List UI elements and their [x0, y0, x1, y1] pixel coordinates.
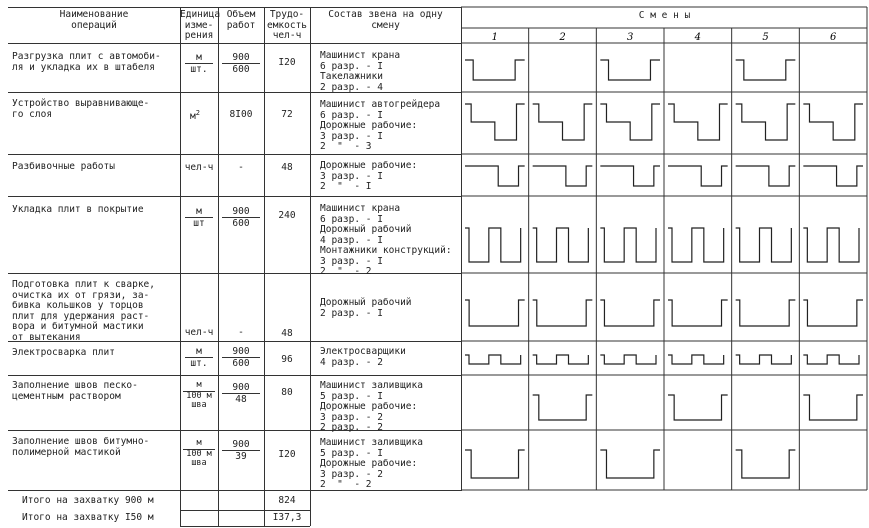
row-4-unit: м шт: [185, 206, 213, 229]
row-6-volume: $\frac{900}{600}$: [222, 346, 260, 369]
schedule-bar-row-8-shift-3: [600, 450, 660, 478]
row-8-unit: м 100 м шва: [183, 439, 215, 469]
row-7-unit: м 100 м шва: [183, 381, 215, 411]
row-2-unit: $м^2$: [190, 109, 200, 123]
schedule-bar-row-1-shift-5: [736, 60, 796, 80]
schedule-bar-row-8-shift-1: [465, 450, 525, 478]
row-2-crew: Машинист автогрейдера 6 разр. - I Дорожные рабочие: 3 разр. - I 2 " - 3: [320, 99, 441, 152]
row-6-unit: м шт.: [185, 346, 213, 369]
schedule-bar-row-7-shift-6: [803, 395, 863, 420]
row-3-unit: чел-ч: [184, 162, 214, 173]
row-1-unit: м шт.: [185, 52, 213, 75]
schedule-bar-row-2-shift-4: [668, 104, 728, 140]
row-3-volume: -: [238, 162, 244, 173]
schedule-bar-row-2-shift-5: [736, 104, 796, 140]
row-1-volume: $\frac{900}{600}$: [222, 52, 260, 75]
row-8-labor: I20: [278, 449, 296, 460]
row-3-operation: Разбивочные работы: [12, 161, 115, 172]
row-7-crew: Машинист заливщика 5 разр. - I Дорожные рабочие: 3 разр. - 2 2 разр. - 2: [320, 380, 423, 433]
header-crew: Состав звена на одну смену: [328, 9, 443, 31]
row-6-operation: Электросварка плит: [12, 347, 115, 358]
schedule-bar-row-4-shift-6: [803, 228, 859, 262]
row-6-labor: 96: [281, 354, 293, 365]
header-operation: Наименование операций: [59, 9, 129, 31]
row-8-volume: $\frac{900}{39}$: [222, 439, 260, 462]
row-5-labor: 48: [281, 328, 293, 339]
row-8-operation: Заполнение швов битумно- полимерной мастикой: [12, 436, 150, 458]
schedule-bar-row-6-shift-3: [600, 355, 656, 364]
schedule-bar-row-6-shift-2: [533, 355, 589, 364]
schedule-bar-row-3-shift-5: [736, 166, 796, 186]
row-4-labor: 240: [278, 210, 296, 221]
row-3-crew: Дорожные рабочие: 3 разр. - I 2 " - I: [320, 160, 418, 192]
row-2-labor: 72: [281, 109, 293, 120]
row-2-operation: Устройство выравнивающе- го слоя: [12, 98, 150, 120]
schedule-bar-row-3-shift-6: [803, 166, 863, 186]
schedule-bar-row-3-shift-2: [533, 166, 593, 186]
row-8-crew: Машинист заливщика 5 разр. - I Дорожные рабочие: 3 разр. - 2 2 " - 2: [320, 437, 423, 490]
header-unit: Единица изме- рения: [180, 9, 221, 41]
row-5-operation: Подготовка плит к сварке, очистка их от грязи, за- бивка кольшков у торцов плит для удержания раст- вора и битумной мастики от вытекания: [12, 279, 155, 343]
schedule-bar-row-3-shift-1: [465, 166, 525, 186]
shift-number-4: 4: [694, 32, 702, 43]
row-4-volume: $\frac{900}{600}$: [222, 206, 260, 229]
row-4-operation: Укладка плит в покрытие: [12, 204, 144, 215]
header-labor: Трудо- емкость чел-ч: [266, 9, 308, 41]
row-5-crew: Дорожный рабочий 2 разр. - I: [320, 297, 412, 319]
schedule-bar-row-2-shift-3: [600, 104, 660, 140]
schedule-bar-row-7-shift-2: [533, 395, 593, 420]
header-shifts: С м е н ы: [638, 10, 691, 21]
total-150-label: Итого на захватку I50 м: [22, 512, 154, 523]
schedule-bar-row-2-shift-1: [465, 104, 525, 140]
row-5-volume: -: [238, 327, 244, 338]
schedule-bar-row-5-shift-1: [465, 300, 525, 326]
shift-number-2: 2: [559, 32, 566, 43]
row-6-crew: Электросварщики 4 разр. - 2: [320, 346, 406, 368]
schedule-bar-row-5-shift-5: [736, 300, 796, 326]
schedule-bar-row-6-shift-6: [803, 355, 859, 364]
row-4-crew: Машинист крана 6 разр. - I Дорожный рабочий 4 разр. - I Монтажники конструкций: 3 разр. - I 2 " - 2: [320, 203, 452, 277]
total-900-value: 824: [278, 495, 296, 506]
shift-number-1: 1: [491, 32, 499, 43]
row-2-volume: 8I00: [229, 109, 253, 120]
shift-number-5: 5: [762, 32, 769, 43]
schedule-bar-row-6-shift-5: [736, 355, 792, 364]
header-volume: Объем работ: [226, 9, 256, 31]
schedule-bar-row-4-shift-2: [533, 228, 589, 262]
schedule-bar-row-5-shift-4: [668, 300, 728, 326]
schedule-bar-row-5-shift-6: [803, 300, 863, 326]
schedule-bar-row-8-shift-5: [736, 450, 796, 478]
schedule-bar-row-4-shift-5: [736, 228, 792, 262]
schedule-bar-row-6-shift-1: [465, 355, 521, 364]
schedule-bar-row-2-shift-2: [533, 104, 593, 140]
total-900-label: Итого на захватку 900 м: [22, 495, 154, 506]
schedule-bar-row-1-shift-1: [465, 60, 525, 80]
row-1-operation: Разгрузка плит с автомоби- ля и укладка их в штабеля: [12, 51, 161, 73]
shift-number-6: 6: [829, 32, 837, 43]
shift-number-3: 3: [626, 32, 634, 43]
row-7-operation: Заполнение швов песко- цементным раствором: [12, 380, 138, 402]
schedule-bar-row-7-shift-4: [668, 395, 728, 420]
row-5-unit: чел-ч: [184, 327, 214, 338]
row-3-labor: 48: [281, 162, 293, 173]
total-150-value: I37,3: [272, 512, 302, 523]
schedule-bar-row-4-shift-4: [668, 228, 724, 262]
schedule-bar-row-5-shift-2: [533, 300, 593, 326]
schedule-bar-row-3-shift-4: [668, 166, 728, 186]
row-1-labor: I20: [278, 57, 296, 68]
row-1-crew: Машинист крана 6 разр. - I Такелажники 2 разр. - 4: [320, 50, 401, 93]
schedule-bar-row-4-shift-1: [465, 228, 521, 262]
schedule-bar-row-4-shift-3: [600, 228, 656, 262]
schedule-bar-row-3-shift-3: [600, 166, 660, 186]
schedule-bar-row-1-shift-3: [600, 60, 660, 80]
schedule-bar-row-2-shift-6: [803, 104, 863, 140]
schedule-bar-row-6-shift-4: [668, 355, 724, 364]
row-7-volume: $\frac{900}{48}$: [222, 382, 260, 405]
schedule-bar-row-5-shift-3: [600, 300, 660, 326]
row-7-labor: 80: [281, 387, 293, 398]
